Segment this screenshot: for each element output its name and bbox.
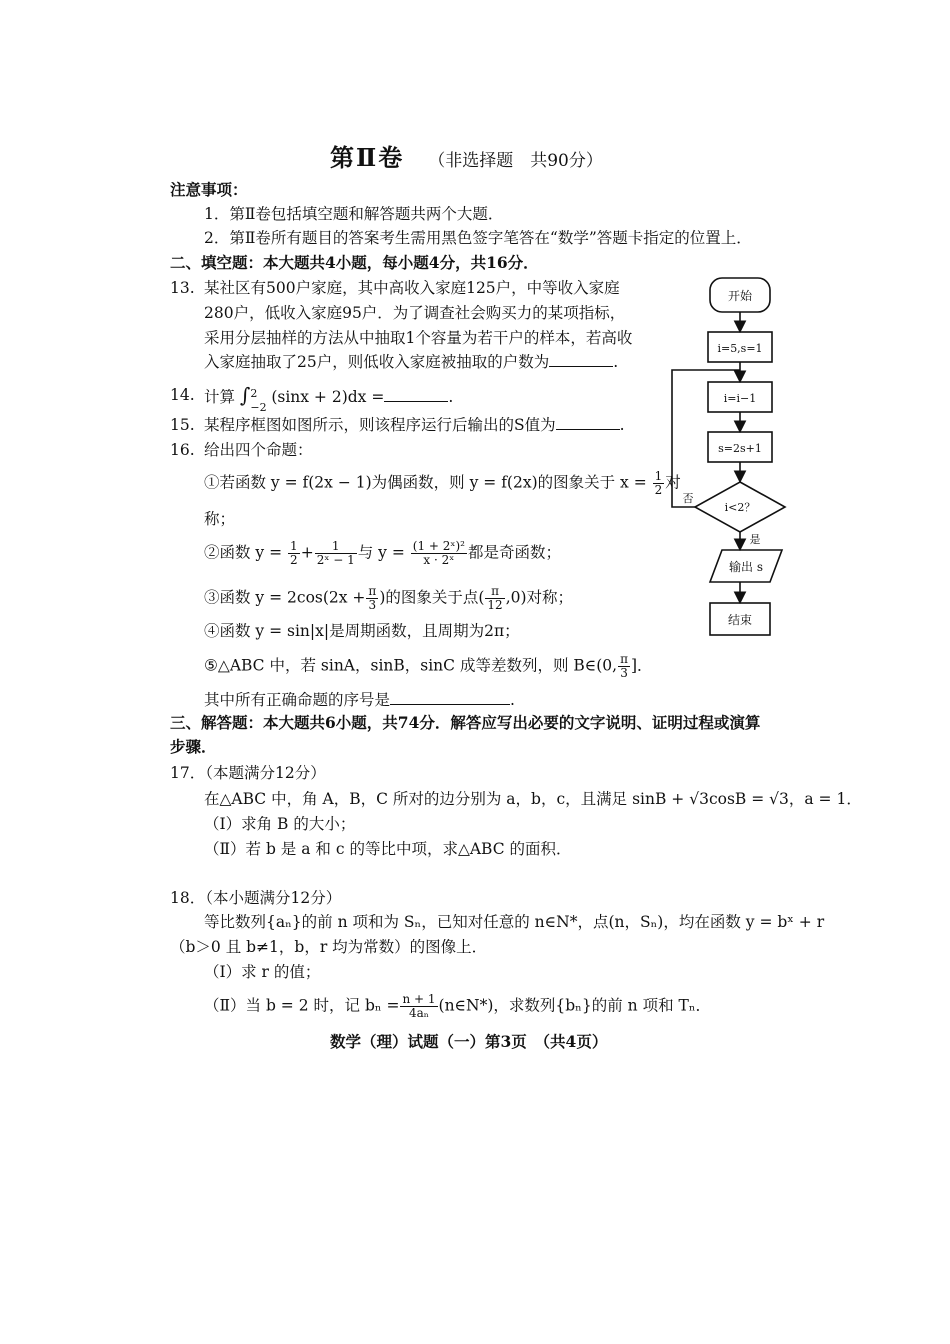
q16-ask xyxy=(204,690,515,710)
q16-ask-text: 其中所有正确命题的序号是 xyxy=(204,691,391,709)
prop2-mid: 与 y = xyxy=(357,543,405,562)
q18-heading: 18．（本小题满分12分） xyxy=(170,889,342,907)
q14-text xyxy=(204,383,454,414)
q13-number: 13. xyxy=(170,279,195,297)
integral-upper: 2 xyxy=(250,387,258,400)
q13-answer-blank[interactable] xyxy=(549,352,613,367)
prop5-frac xyxy=(618,653,630,680)
q13-line-3: 采用分层抽样的方法从中抽取1个容量为若干户的样本，若高收 xyxy=(204,329,633,347)
q16-prop-3 xyxy=(204,585,573,612)
integral-sign: ∫ xyxy=(239,383,251,407)
flow-condition-label: i<2？ xyxy=(724,501,756,514)
prop2-plus: + xyxy=(300,543,314,562)
q15-end: . xyxy=(619,416,625,434)
q16-prop-1 xyxy=(204,470,681,497)
q16-prop-5 xyxy=(204,653,653,680)
prop2-tail: 都是奇函数； xyxy=(468,543,562,562)
notes-heading: 注意事项： xyxy=(170,180,248,199)
prop1-num: 1 xyxy=(654,469,663,483)
flow-no-label: 否 xyxy=(682,492,694,505)
prop3-f2-den: 12 xyxy=(487,598,503,612)
q18-stem-2: （b＞0 且 b≠1，b，r 均为常数）的图像上． xyxy=(170,938,488,956)
prop1-den: 2 xyxy=(654,483,663,497)
prop2-frac-2 xyxy=(315,540,357,567)
q16-prop-2 xyxy=(204,540,561,567)
q13-line-2: 280户，低收入家庭95户．为了调查社会购买力的某项指标， xyxy=(204,304,626,322)
q17-stem: 在△ABC 中，角 A，B，C 所对的边分别为 a，b，c，且满足 sinB + √3cosB = √3，a = 1． xyxy=(204,790,862,808)
q18-part-2 xyxy=(204,993,711,1020)
flow-end-label: 结束 xyxy=(727,613,753,627)
q16-prop-1-cont: 称； xyxy=(204,510,236,528)
prop2-f3-den: x · 2ˣ xyxy=(423,553,455,567)
section3-heading: 三、解答题：本大题共6小题，共74分．解答应写出必要的文字说明、证明过程或演算 xyxy=(170,713,761,732)
title-main: 第Ⅱ卷 xyxy=(330,143,405,172)
prop2-text: ②函数 y = xyxy=(204,543,283,562)
note-item-1: 1．第Ⅱ卷包括填空题和解答题共两个大题． xyxy=(204,205,504,223)
prop1-tail: 对 xyxy=(665,473,681,492)
q18-part-1: （Ⅰ）求 r 的值； xyxy=(204,963,321,981)
q18-frac-den: 4aₙ xyxy=(409,1006,429,1020)
section3-heading-cont: 步骤． xyxy=(170,737,217,756)
q15-stem: 某程序框图如图所示，则该程序运行后输出的S值为 xyxy=(204,416,556,434)
prop2-f1-den: 2 xyxy=(290,553,298,567)
prop3-frac-1 xyxy=(366,585,378,612)
q15-number: 15. xyxy=(170,416,195,434)
prop3-f1-num: π xyxy=(368,584,377,598)
prop3-f1-den: 3 xyxy=(368,598,377,612)
flow-start-label: 开始 xyxy=(727,289,753,303)
program-flowchart xyxy=(660,270,800,650)
flow-step1-label: i=i−1 xyxy=(723,392,757,405)
prop3-mid: )的图象关于点( xyxy=(379,588,485,607)
prop5-text: ⑤△ABC 中，若 sinA，sinB，sinC 成等差数列，则 B∈(0, xyxy=(204,656,618,675)
q14-pre: 计算 xyxy=(204,388,236,406)
prop2-f3-num: (1 + 2ˣ)² xyxy=(412,539,465,553)
q13-end: . xyxy=(613,353,619,371)
q17-part-1: （Ⅰ）求角 B 的大小； xyxy=(204,815,356,833)
q18-p2-text: （Ⅱ）当 b = 2 时，记 bₙ = xyxy=(204,996,400,1015)
q16-number: 16. xyxy=(170,441,195,459)
page-title xyxy=(330,138,603,173)
q16-text: 给出四个命题： xyxy=(204,441,313,459)
q17-part-2: （Ⅱ）若 b 是 a 和 c 的等比中项，求△ABC 的面积． xyxy=(204,840,572,858)
q14-answer-blank[interactable] xyxy=(384,387,448,402)
q17-heading: 17．（本题满分12分） xyxy=(170,764,326,782)
q14-expr: (sinx + 2)dx = xyxy=(271,388,385,406)
prop5-num: π xyxy=(620,652,628,666)
prop3-frac-2 xyxy=(485,585,504,612)
prop2-frac-1 xyxy=(288,540,300,567)
prop3-tail: ,0)对称； xyxy=(505,588,574,607)
q14-end: . xyxy=(448,388,454,406)
q18-stem-1: 等比数列{aₙ}的前 n 项和为 Sₙ，已知对任意的 n∈N*，点(n，Sₙ)，均在函数 y = bˣ + r xyxy=(204,913,825,931)
title-subtitle: （非选择题 共90分） xyxy=(428,151,603,171)
prop2-f1-num: 1 xyxy=(290,539,298,553)
q18-p2-tail: (n∈N*)，求数列{bₙ}的前 n 项和 Tₙ． xyxy=(438,996,712,1015)
integral-lower: −2 xyxy=(250,401,267,414)
prop2-frac-3 xyxy=(411,540,467,567)
prop5-den: 3 xyxy=(620,666,628,680)
flow-init-label: i=5,s=1 xyxy=(717,342,763,355)
q16-end: . xyxy=(510,691,515,709)
q18-frac-num: n + 1 xyxy=(402,992,436,1006)
integral-limits xyxy=(250,387,267,414)
q15-answer-blank[interactable] xyxy=(556,415,620,430)
flow-yes-label: 是 xyxy=(749,533,761,546)
q18-fraction xyxy=(400,993,437,1020)
flow-loop-back xyxy=(672,370,740,507)
prop1-text: ①若函数 y = f(2x − 1)为偶函数，则 y = f(2x)的图象关于 x = xyxy=(204,473,647,492)
page-footer: 数学（理）试题（一）第3页 （共4页） xyxy=(330,1032,608,1051)
prop3-text: ③函数 y = 2cos(2x + xyxy=(204,588,366,607)
note-item-2: 2．第Ⅱ卷所有题目的答案考生需用黑色签字笔答在“数学”答题卡指定的位置上． xyxy=(204,229,752,247)
q16-answer-blank[interactable] xyxy=(390,690,510,705)
flow-output-label: 输出 s xyxy=(729,560,763,574)
prop3-f2-num: π xyxy=(485,585,504,599)
prop2-f2-num: 1 xyxy=(315,540,357,554)
prop2-f2-den: 2ˣ − 1 xyxy=(316,553,355,567)
q13-line-1: 某社区有500户家庭，其中高收入家庭125户，中等收入家庭 xyxy=(204,279,620,297)
q15-text xyxy=(204,415,625,435)
q14-number: 14. xyxy=(170,386,195,404)
section2-heading: 二、填空题：本大题共4小题，每小题4分，共16分． xyxy=(170,253,539,272)
q13-line-4-text: 入家庭抽取了25户，则低收入家庭被抽取的户数为 xyxy=(204,353,550,371)
q13-line-4 xyxy=(204,352,618,372)
flow-step2-label: s=2s+1 xyxy=(718,442,762,455)
q16-prop-4: ④函数 y = sin|x|是周期函数，且周期为2π； xyxy=(204,622,520,640)
prop5-tail: ]． xyxy=(630,656,653,675)
